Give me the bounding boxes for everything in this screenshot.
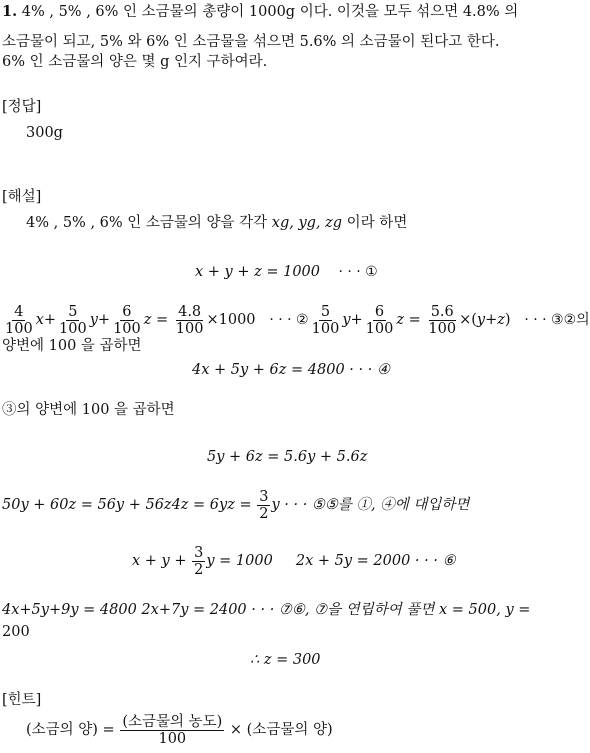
equation-1: x + y + z = 1000 · · · ①: [195, 264, 378, 280]
answer-heading: [정답]: [2, 99, 42, 115]
answer-value: 300g: [26, 125, 63, 141]
hint-formula: (소금의 양) = $\frac{\text{(소금물의 농도)}}{100}$ × (소금물의 양): [26, 713, 333, 747]
equation-8: 4x+5y+9y = 4800 2x+7y = 2400 · · · ⑦⑥, ⑦을 연립하여 풀면 x = 500, y =: [2, 602, 531, 618]
problem-number: 1.: [2, 3, 18, 20]
problem-line-3: 6% 인 소금물의 양은 몇 g 인지 구하여라.: [2, 54, 268, 70]
equation-7: x + y + $\frac{3}{2}$ y = 1000 2x + 5y = 2000 · · · ⑥: [132, 544, 456, 578]
equation-2-3: $\frac{4}{100}$ x+ $\frac{5}{100}$ y+ $\frac{6}{100}$ z = $\frac{4.8}{100}$ ×1000 · · · ② $\frac{5}{100}$ y+ $\frac{6}{100}$ z = $\frac{5.6}{100}$ ×(y+z) · · · ③②의: [5, 303, 590, 337]
problem-text-1: 4% , 5% , 6% 인 소금물의 총량이 1000g 이다. 이것을 모두 섞으면 4.8% 의: [21, 4, 519, 20]
hint-heading: [힌트]: [2, 692, 42, 708]
step-3: ③의 양변에 100 을 곱하면: [2, 402, 175, 418]
problem-line-2: 소금물이 되고, 5% 와 6% 인 소금물을 섞으면 5.6% 의 소금물이 된다고 한다.: [2, 34, 500, 50]
problem-line-1: [2, 2, 518, 22]
equation-9: ∴ z = 300: [250, 652, 321, 668]
solution-heading: [해설]: [2, 189, 42, 205]
equation-8-cont: 200: [2, 624, 30, 640]
equation-6: 50y + 60z = 56y + 56z4z = 6yz = $\frac{3}{2}$ y · · · ⑤⑤를 ①, ④에 대입하면: [2, 488, 470, 522]
equation-4: 4x + 5y + 6z = 4800 · · · ④: [192, 362, 390, 378]
equation-5: 5y + 6z = 5.6y + 5.6z: [207, 449, 368, 465]
equation-2-follow: 양변에 100 을 곱하면: [2, 338, 142, 354]
solution-intro: 4% , 5% , 6% 인 소금물의 양을 각각 xg, yg, zg 이라 하면: [26, 215, 408, 231]
